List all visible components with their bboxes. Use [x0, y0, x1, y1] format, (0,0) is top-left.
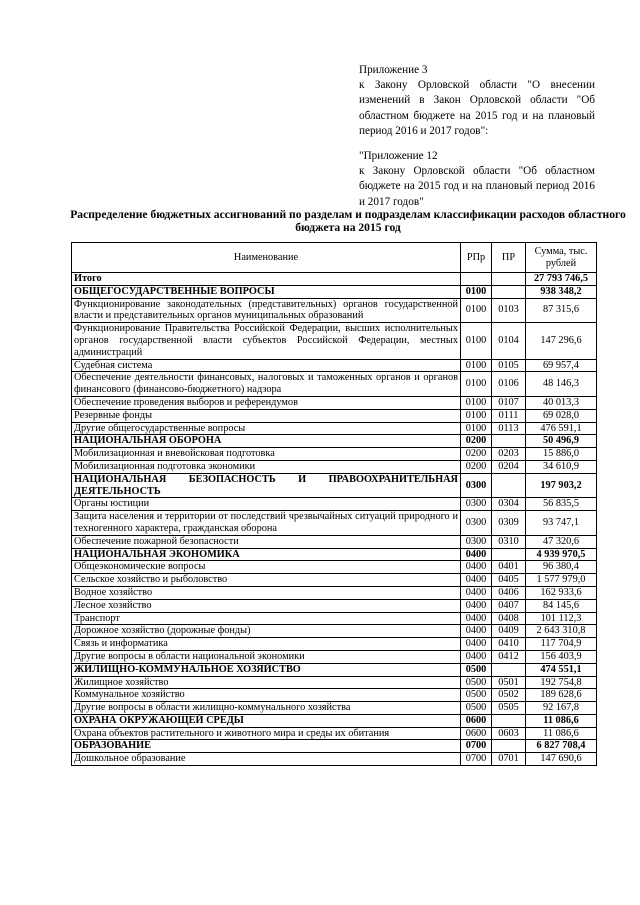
row-name: Обеспечение пожарной безопасности — [72, 535, 461, 548]
row-pr-code: 0107 — [492, 396, 526, 409]
row-sum: 69 028,0 — [526, 409, 597, 422]
table-row — [72, 638, 597, 651]
row-sum: 96 380,4 — [526, 561, 597, 574]
row-rpr-code: 0200 — [461, 448, 492, 461]
table-row — [72, 359, 597, 372]
table-row — [72, 599, 597, 612]
section-row — [72, 548, 597, 561]
table-row — [72, 409, 597, 422]
table-header-row — [72, 243, 597, 273]
section-row — [72, 663, 597, 676]
row-pr-code — [492, 435, 526, 448]
table-row — [72, 448, 597, 461]
row-pr-code: 0408 — [492, 612, 526, 625]
appendix-law-reference: к Закону Орловской области "О внесении изменений в Закон Орловской области "Об областном бюджете на 2015 год и на плановый период 2016 и 2017 годов": — [359, 79, 595, 137]
row-pr-code — [492, 740, 526, 753]
section-row — [72, 740, 597, 753]
row-sum: 11 086,6 — [526, 714, 597, 727]
row-pr-code: 0410 — [492, 638, 526, 651]
table-row — [72, 586, 597, 599]
row-pr-code: 0203 — [492, 448, 526, 461]
row-name: Транспорт — [72, 612, 461, 625]
header-sum: Сумма, тыс. рублей — [526, 243, 597, 273]
table-row — [72, 702, 597, 715]
table-row — [72, 676, 597, 689]
table-row — [72, 396, 597, 409]
row-pr-code — [492, 548, 526, 561]
row-sum: 27 793 746,5 — [526, 273, 597, 286]
row-pr-code: 0406 — [492, 586, 526, 599]
row-sum: 476 591,1 — [526, 422, 597, 435]
row-pr-code: 0104 — [492, 323, 526, 359]
table-row — [72, 574, 597, 587]
row-sum: 11 086,6 — [526, 727, 597, 740]
row-name: Дошкольное образование — [72, 753, 461, 766]
row-name: ОХРАНА ОКРУЖАЮЩЕЙ СРЕДЫ — [72, 714, 461, 727]
row-pr-code: 0409 — [492, 625, 526, 638]
row-sum: 40 013,3 — [526, 396, 597, 409]
section-row — [72, 285, 597, 298]
table-row — [72, 625, 597, 638]
row-rpr-code: 0100 — [461, 359, 492, 372]
row-name: Водное хозяйство — [72, 586, 461, 599]
row-sum: 156 403,9 — [526, 650, 597, 663]
annex-number: "Приложение 12 — [359, 150, 438, 163]
table-row — [72, 561, 597, 574]
row-name: Другие общегосударственные вопросы — [72, 422, 461, 435]
row-rpr-code: 0300 — [461, 473, 492, 498]
row-pr-code: 0505 — [492, 702, 526, 715]
row-pr-code: 0603 — [492, 727, 526, 740]
row-pr-code — [492, 273, 526, 286]
row-rpr-code: 0100 — [461, 422, 492, 435]
budget-table — [71, 242, 597, 766]
header-name: Наименование — [72, 243, 461, 273]
row-sum: 117 704,9 — [526, 638, 597, 651]
row-sum: 48 146,3 — [526, 372, 597, 397]
table-row — [72, 650, 597, 663]
annex-law-reference: к Закону Орловской области "Об областном бюджете на 2015 год и на плановый период 2016 и 2017 годов" — [359, 165, 595, 208]
total-row — [72, 273, 597, 286]
row-sum: 6 827 708,4 — [526, 740, 597, 753]
row-rpr-code: 0400 — [461, 548, 492, 561]
row-rpr-code: 0700 — [461, 753, 492, 766]
row-pr-code: 0501 — [492, 676, 526, 689]
row-pr-code: 0502 — [492, 689, 526, 702]
row-pr-code: 0412 — [492, 650, 526, 663]
row-pr-code: 0701 — [492, 753, 526, 766]
row-name: Органы юстиции — [72, 498, 461, 511]
row-rpr-code: 0400 — [461, 574, 492, 587]
row-name: Охрана объектов растительного и животного мира и среды их обитания — [72, 727, 461, 740]
row-sum: 474 551,1 — [526, 663, 597, 676]
row-rpr-code: 0700 — [461, 740, 492, 753]
row-pr-code: 0103 — [492, 298, 526, 323]
row-pr-code: 0309 — [492, 511, 526, 536]
row-pr-code — [492, 663, 526, 676]
row-sum: 87 315,6 — [526, 298, 597, 323]
row-sum: 15 886,0 — [526, 448, 597, 461]
table-row — [72, 753, 597, 766]
row-sum: 162 933,6 — [526, 586, 597, 599]
table-row — [72, 612, 597, 625]
table-row — [72, 372, 597, 397]
row-name: Другие вопросы в области национальной экономики — [72, 650, 461, 663]
row-sum: 2 643 310,8 — [526, 625, 597, 638]
row-name: ЖИЛИЩНО-КОММУНАЛЬНОЕ ХОЗЯЙСТВО — [72, 663, 461, 676]
table-row — [72, 460, 597, 473]
row-name: НАЦИОНАЛЬНАЯ ОБОРОНА — [72, 435, 461, 448]
row-rpr-code: 0400 — [461, 612, 492, 625]
row-rpr-code: 0100 — [461, 298, 492, 323]
row-name: Мобилизационная подготовка экономики — [72, 460, 461, 473]
row-name: Итого — [72, 273, 461, 286]
row-rpr-code: 0300 — [461, 498, 492, 511]
row-name: Функционирование Правительства Российской Федерации, высших исполнительных органов государственной власти субъектов Российской Федерации, местных администраций — [72, 323, 461, 359]
row-name: ОБЩЕГОСУДАРСТВЕННЫЕ ВОПРОСЫ — [72, 285, 461, 298]
document-title: Распределение бюджетных ассигнований по разделам и подразделам классификации расходов областного бюджета на 2015 год — [70, 208, 626, 235]
appendix-number: Приложение 3 — [359, 64, 428, 76]
row-pr-code: 0111 — [492, 409, 526, 422]
row-sum: 147 296,6 — [526, 323, 597, 359]
row-rpr-code: 0300 — [461, 535, 492, 548]
row-rpr-code: 0600 — [461, 727, 492, 740]
row-name: Резервные фонды — [72, 409, 461, 422]
row-pr-code: 0113 — [492, 422, 526, 435]
row-rpr-code: 0400 — [461, 625, 492, 638]
row-rpr-code: 0100 — [461, 372, 492, 397]
row-sum: 938 348,2 — [526, 285, 597, 298]
row-rpr-code: 0100 — [461, 285, 492, 298]
row-rpr-code: 0400 — [461, 561, 492, 574]
section-row — [72, 435, 597, 448]
row-name: НАЦИОНАЛЬНАЯ ЭКОНОМИКА — [72, 548, 461, 561]
row-name: Дорожное хозяйство (дорожные фонды) — [72, 625, 461, 638]
table-body — [72, 273, 597, 766]
row-sum: 47 320,6 — [526, 535, 597, 548]
table-row — [72, 689, 597, 702]
row-pr-code: 0401 — [492, 561, 526, 574]
header-pr: ПР — [492, 243, 526, 273]
row-sum: 93 747,1 — [526, 511, 597, 536]
row-name: Судебная система — [72, 359, 461, 372]
appendix-block — [359, 63, 595, 210]
row-pr-code — [492, 714, 526, 727]
row-sum: 92 167,8 — [526, 702, 597, 715]
row-pr-code: 0204 — [492, 460, 526, 473]
row-rpr-code — [461, 273, 492, 286]
table-row — [72, 498, 597, 511]
table-row — [72, 298, 597, 323]
table-row — [72, 323, 597, 359]
table-row — [72, 511, 597, 536]
row-rpr-code: 0500 — [461, 663, 492, 676]
section-row — [72, 473, 597, 498]
row-name: НАЦИОНАЛЬНАЯ БЕЗОПАСНОСТЬ И ПРАВООХРАНИТЕЛЬНАЯ ДЕЯТЕЛЬНОСТЬ — [72, 473, 461, 498]
row-rpr-code: 0100 — [461, 409, 492, 422]
row-name: Обеспечение проведения выборов и референдумов — [72, 396, 461, 409]
row-rpr-code: 0200 — [461, 460, 492, 473]
row-name: Мобилизационная и вневойсковая подготовка — [72, 448, 461, 461]
row-name: Функционирование законодательных (представительных) органов государственной власти и представительных органов муниципальных образований — [72, 298, 461, 323]
row-pr-code: 0405 — [492, 574, 526, 587]
row-name: Защита населения и территории от последствий чрезвычайных ситуаций природного и техногенного характера, гражданская оборона — [72, 511, 461, 536]
section-row — [72, 714, 597, 727]
row-sum: 192 754,8 — [526, 676, 597, 689]
row-rpr-code: 0400 — [461, 599, 492, 612]
row-rpr-code: 0500 — [461, 702, 492, 715]
row-sum: 147 690,6 — [526, 753, 597, 766]
row-name: Связь и информатика — [72, 638, 461, 651]
table-row — [72, 727, 597, 740]
row-pr-code: 0106 — [492, 372, 526, 397]
row-sum: 50 496,9 — [526, 435, 597, 448]
row-name: Обеспечение деятельности финансовых, налоговых и таможенных органов и органов финансового (финансово-бюджетного) надзора — [72, 372, 461, 397]
row-rpr-code: 0100 — [461, 323, 492, 359]
row-rpr-code: 0400 — [461, 650, 492, 663]
row-sum: 69 957,4 — [526, 359, 597, 372]
row-sum: 197 903,2 — [526, 473, 597, 498]
row-rpr-code: 0500 — [461, 676, 492, 689]
row-rpr-code: 0600 — [461, 714, 492, 727]
row-name: Лесное хозяйство — [72, 599, 461, 612]
row-rpr-code: 0400 — [461, 638, 492, 651]
table-row — [72, 535, 597, 548]
row-rpr-code: 0200 — [461, 435, 492, 448]
row-pr-code: 0310 — [492, 535, 526, 548]
header-rpr: РПр — [461, 243, 492, 273]
row-name: Другие вопросы в области жилищно-коммунального хозяйства — [72, 702, 461, 715]
row-sum: 1 577 979,0 — [526, 574, 597, 587]
row-sum: 101 112,3 — [526, 612, 597, 625]
row-pr-code: 0304 — [492, 498, 526, 511]
row-name: Жилищное хозяйство — [72, 676, 461, 689]
row-pr-code: 0105 — [492, 359, 526, 372]
row-name: Сельское хозяйство и рыболовство — [72, 574, 461, 587]
row-sum: 56 835,5 — [526, 498, 597, 511]
table-row — [72, 422, 597, 435]
row-pr-code — [492, 285, 526, 298]
row-pr-code: 0407 — [492, 599, 526, 612]
row-name: Коммунальное хозяйство — [72, 689, 461, 702]
row-rpr-code: 0100 — [461, 396, 492, 409]
row-rpr-code: 0300 — [461, 511, 492, 536]
row-sum: 84 145,6 — [526, 599, 597, 612]
row-name: ОБРАЗОВАНИЕ — [72, 740, 461, 753]
row-sum: 4 939 970,5 — [526, 548, 597, 561]
row-rpr-code: 0500 — [461, 689, 492, 702]
row-pr-code — [492, 473, 526, 498]
row-sum: 189 628,6 — [526, 689, 597, 702]
row-rpr-code: 0400 — [461, 586, 492, 599]
row-sum: 34 610,9 — [526, 460, 597, 473]
row-name: Общеэкономические вопросы — [72, 561, 461, 574]
